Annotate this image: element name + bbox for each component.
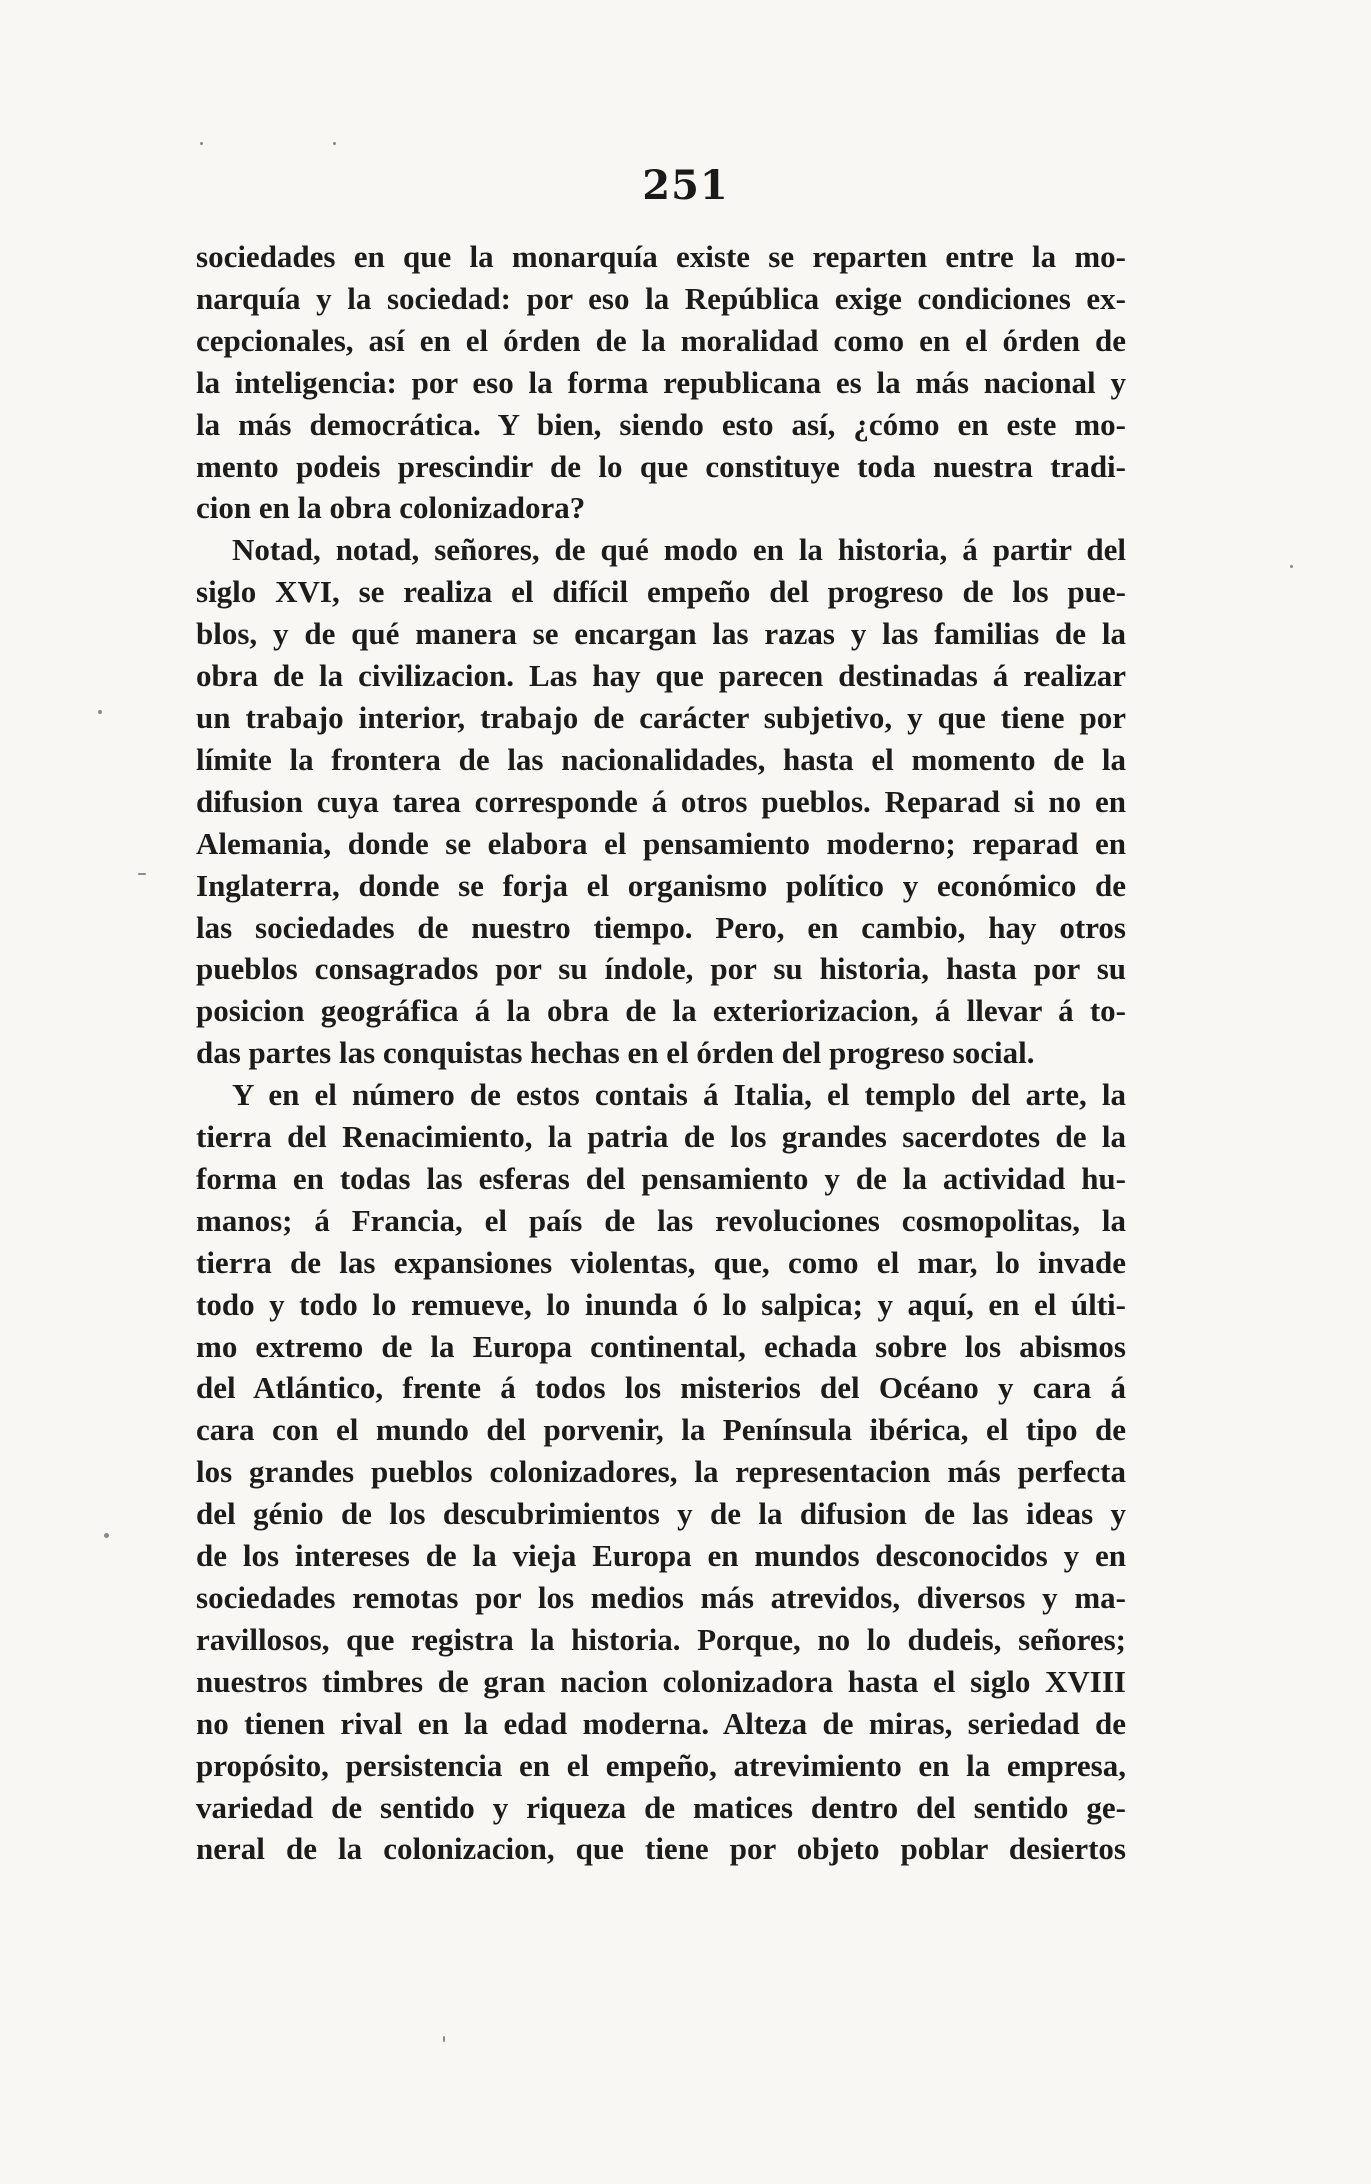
text-line: del génio de los descubrimientos y de la difusion de las ideas y	[196, 1496, 1126, 1532]
text-line: tierra del Renacimiento, la patria de los grandes sacerdotes de la	[196, 1119, 1126, 1155]
page-number: 251	[642, 162, 729, 209]
scan-speck	[98, 710, 102, 714]
text-line: neral de la colonizacion, que tiene por objeto poblar desiertos	[196, 1831, 1126, 1867]
text-line: posicion geográfica á la obra de la exteriorizacion, á llevar á to-	[196, 993, 1126, 1029]
text-line: narquía y la sociedad: por eso la República exige condiciones ex-	[196, 280, 1126, 316]
text-line: de los intereses de la vieja Europa en mundos desconocidos y en	[196, 1538, 1126, 1574]
body-text	[196, 236, 1126, 1870]
text-line: las sociedades de nuestro tiempo. Pero, en cambio, hay otros	[196, 909, 1126, 945]
text-line: sociedades remotas por los medios más atrevidos, diversos y ma-	[196, 1580, 1126, 1615]
scan-speck	[200, 142, 203, 145]
scan-speck	[104, 1533, 109, 1538]
scan-speck	[1290, 565, 1293, 568]
text-line: Notad, notad, señores, de qué modo en la historia, á partir del	[232, 532, 1126, 568]
text-line: del Atlántico, frente á todos los misterios del Océano y cara á	[196, 1370, 1126, 1406]
text-line: la inteligencia: por eso la forma republicana es la más nacional y	[196, 364, 1126, 400]
scan-speck	[333, 142, 336, 145]
text-line: mo extremo de la Europa continental, echada sobre los abismos	[196, 1328, 1126, 1364]
text-line: obra de la civilizacion. Las hay que parecen destinadas á realizar	[196, 658, 1126, 694]
text-line: siglo XVI, se realiza el difícil empeño del progreso de los pue-	[196, 574, 1126, 610]
text-line: los grandes pueblos colonizadores, la representacion más perfecta	[196, 1454, 1126, 1490]
text-line: forma en todas las esferas del pensamiento y de la actividad hu-	[196, 1160, 1126, 1196]
text-line: propósito, persistencia en el empeño, atrevimiento en la empresa,	[196, 1747, 1126, 1783]
text-line: Inglaterra, donde se forja el organismo político y económico de	[196, 867, 1126, 903]
text-line: manos; á Francia, el país de las revoluciones cosmopolitas, la	[196, 1202, 1126, 1238]
text-line: variedad de sentido y riqueza de matices dentro del sentido ge-	[196, 1789, 1126, 1825]
text-line: límite la frontera de las nacionalidades, hasta el momento de la	[196, 741, 1126, 777]
text-line: tierra de las expansiones violentas, que, como el mar, lo invade	[196, 1244, 1126, 1280]
text-line: mento podeis prescindir de lo que constituye toda nuestra tradi-	[196, 448, 1126, 484]
scan-speck	[138, 873, 146, 875]
text-line: sociedades en que la monarquía existe se reparten entre la mo-	[196, 239, 1126, 274]
text-line: cion en la obra colonizadora?	[196, 490, 586, 526]
text-line: pueblos consagrados por su índole, por su historia, hasta por su	[196, 951, 1126, 987]
text-line: Y en el número de estos contais á Italia, el templo del arte, la	[232, 1077, 1126, 1113]
text-line: todo y todo lo remueve, lo inunda ó lo salpica; y aquí, en el últi-	[196, 1286, 1126, 1322]
text-line: cara con el mundo del porvenir, la Península ibérica, el tipo de	[196, 1412, 1126, 1448]
text-line: das partes las conquistas hechas en el órden del progreso social.	[196, 1035, 1035, 1071]
text-line: un trabajo interior, trabajo de carácter subjetivo, y que tiene por	[196, 699, 1126, 735]
scan-speck	[443, 2036, 445, 2042]
text-line: ravillosos, que registra la historia. Porque, no lo dudeis, señores;	[196, 1621, 1126, 1657]
text-line: cepcionales, así en el órden de la moralidad como en el órden de	[196, 322, 1126, 358]
text-line: nuestros timbres de gran nacion colonizadora hasta el siglo XVIII	[196, 1663, 1126, 1699]
text-line: no tienen rival en la edad moderna. Alteza de miras, seriedad de	[196, 1705, 1126, 1741]
text-line: blos, y de qué manera se encargan las razas y las familias de la	[196, 616, 1126, 652]
text-line: difusion cuya tarea corresponde á otros pueblos. Reparad si no en	[196, 783, 1126, 819]
text-line: Alemania, donde se elabora el pensamiento moderno; reparad en	[196, 825, 1126, 861]
text-line: la más democrática. Y bien, siendo esto así, ¿cómo en este mo-	[196, 406, 1126, 442]
